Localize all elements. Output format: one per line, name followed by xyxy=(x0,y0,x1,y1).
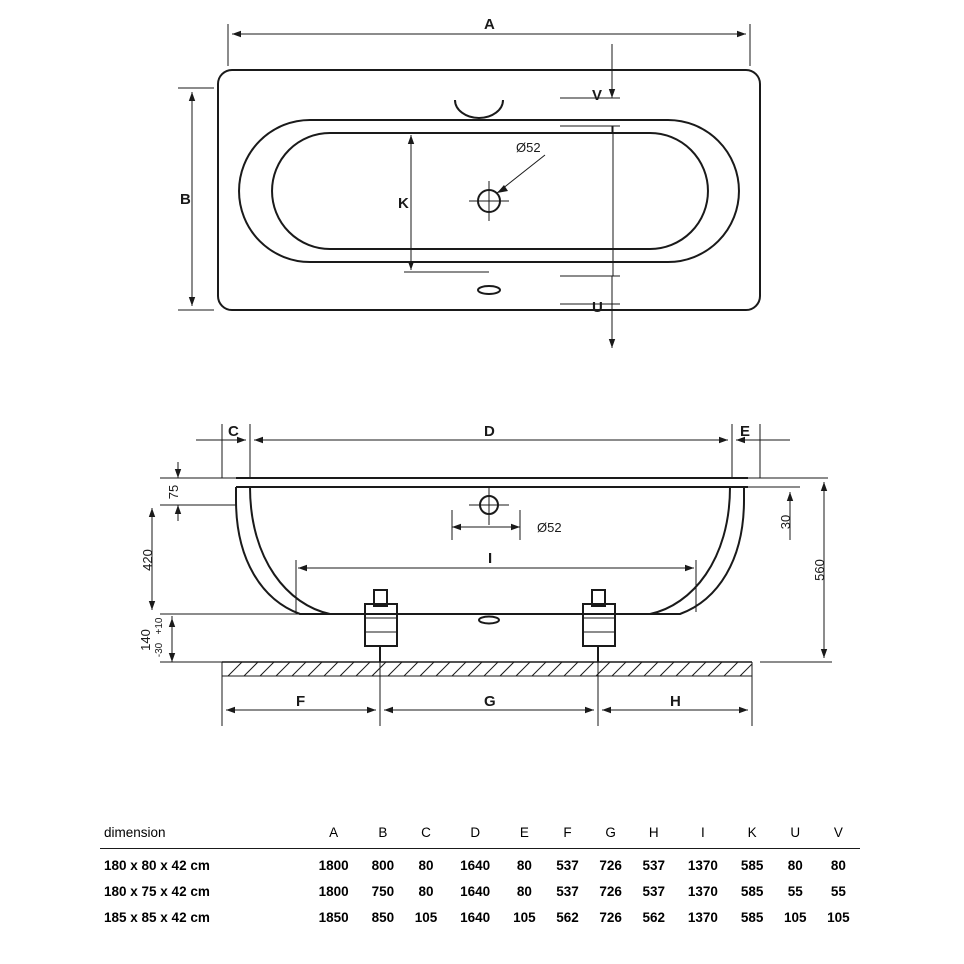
header-e: E xyxy=(503,820,546,849)
cell-d: 1640 xyxy=(460,910,491,925)
dim-value-75: 75 xyxy=(166,484,181,500)
label-v: V xyxy=(592,87,603,104)
dim-140-arrow-t xyxy=(169,618,175,627)
cell-e: 105 xyxy=(513,910,536,925)
support-foot-right xyxy=(583,590,615,662)
row-dimension: 185 x 85 x 42 cm xyxy=(104,910,210,925)
label-f: F xyxy=(296,693,306,710)
header-u: U xyxy=(774,820,817,849)
cell-a: 1850 xyxy=(318,910,349,925)
floor-hatching xyxy=(228,662,752,676)
label-i: I xyxy=(488,550,493,567)
diameter-label-top: Ø52 xyxy=(516,140,541,155)
overflow-outlet-side xyxy=(479,617,499,624)
cell-b: 750 xyxy=(371,884,395,899)
dim-v-arrow xyxy=(609,89,615,98)
dim-b-arrow-top xyxy=(189,92,195,101)
dim-h-arrow-r xyxy=(739,707,748,713)
cell-a: 1800 xyxy=(318,858,349,873)
cell-h: 562 xyxy=(642,910,665,925)
dim-560-arrow-b xyxy=(821,649,827,658)
cell-e: 80 xyxy=(516,884,532,899)
cell-g: 726 xyxy=(599,884,622,899)
dim-value-140: 140 xyxy=(138,629,153,651)
dim-75-arrow-b xyxy=(175,505,181,514)
headrest-arc xyxy=(455,100,503,118)
header-f: F xyxy=(546,820,589,849)
header-k: K xyxy=(731,820,774,849)
label-h: H xyxy=(670,693,681,710)
table-header-row xyxy=(100,820,860,849)
dim-420-arrow-t xyxy=(149,508,155,517)
cell-u: 80 xyxy=(787,858,803,873)
cell-c: 80 xyxy=(418,858,434,873)
cell-f: 562 xyxy=(556,910,579,925)
header-v: V xyxy=(817,820,860,849)
table-row xyxy=(100,901,860,927)
cell-h: 537 xyxy=(642,858,665,873)
header-d: D xyxy=(448,820,503,849)
support-foot-left xyxy=(365,590,397,662)
dim-a-arrow-right xyxy=(737,31,746,37)
dim-g-arrow-r xyxy=(585,707,594,713)
diameter-label-side: Ø52 xyxy=(537,520,562,535)
dim-420-arrow-b xyxy=(149,601,155,610)
label-b: B xyxy=(180,191,191,208)
table-row xyxy=(100,849,860,876)
cell-d: 1640 xyxy=(460,884,491,899)
dim-f-arrow-l xyxy=(226,707,235,713)
cell-h: 537 xyxy=(642,884,665,899)
dim-560-arrow-t xyxy=(821,482,827,491)
label-a: A xyxy=(484,16,495,33)
label-u: U xyxy=(592,299,603,316)
cell-v: 80 xyxy=(830,858,846,873)
table-row xyxy=(100,875,860,901)
cell-g: 726 xyxy=(599,858,622,873)
label-k: K xyxy=(398,195,409,212)
overflow-outlet xyxy=(478,286,500,294)
header-g: G xyxy=(589,820,632,849)
cell-u: 55 xyxy=(787,884,803,899)
cell-u: 105 xyxy=(783,910,807,925)
dim-value-plus10: +10 xyxy=(154,617,165,635)
dim-d-arrow-l xyxy=(254,437,263,443)
dim-k-arrow-top xyxy=(408,135,414,144)
dim-dia-side-arrow-r xyxy=(511,524,520,530)
dim-dia-side-arrow-l xyxy=(452,524,461,530)
dim-k-arrow-bottom xyxy=(408,261,414,270)
label-e: E xyxy=(740,423,751,440)
header-a: A xyxy=(306,820,361,849)
dim-u-arrow xyxy=(609,339,615,348)
label-g: G xyxy=(484,693,496,710)
label-d: D xyxy=(484,423,495,440)
dim-h-arrow-l xyxy=(602,707,611,713)
dim-75-arrow-a xyxy=(175,469,181,478)
cell-f: 537 xyxy=(556,884,579,899)
cell-i: 1370 xyxy=(687,884,718,899)
cell-a: 1800 xyxy=(318,884,349,899)
top-view xyxy=(178,16,760,348)
dim-value-560: 560 xyxy=(812,559,827,581)
cell-v: 55 xyxy=(830,884,846,899)
cell-v: 105 xyxy=(827,910,850,925)
dim-g-arrow-l xyxy=(384,707,393,713)
cell-b: 850 xyxy=(371,910,395,925)
header-c: C xyxy=(404,820,447,849)
cell-k: 585 xyxy=(740,884,764,899)
row-dimension: 180 x 80 x 42 cm xyxy=(104,858,210,873)
dim-a-arrow-left xyxy=(232,31,241,37)
cell-c: 105 xyxy=(414,910,438,925)
dimension-table xyxy=(100,820,860,927)
cell-g: 726 xyxy=(599,910,622,925)
header-i: I xyxy=(675,820,730,849)
cell-i: 1370 xyxy=(687,910,718,925)
label-c: C xyxy=(228,423,239,440)
row-dimension: 180 x 75 x 42 cm xyxy=(104,884,210,899)
dim-30-arrow-a xyxy=(787,492,793,501)
cell-d: 1640 xyxy=(460,858,491,873)
dim-i-arrow-l xyxy=(298,565,307,571)
cell-c: 80 xyxy=(418,884,434,899)
dim-value-30: 30 xyxy=(778,514,793,530)
header-h: H xyxy=(632,820,675,849)
cell-f: 537 xyxy=(556,858,579,873)
dim-value-420: 420 xyxy=(140,549,155,571)
dim-b-arrow-bottom xyxy=(189,297,195,306)
dim-value-minus30: -30 xyxy=(154,642,165,658)
cell-i: 1370 xyxy=(687,858,718,873)
header-dimension: dimension xyxy=(100,820,306,849)
header-b: B xyxy=(361,820,404,849)
cell-k: 585 xyxy=(740,910,764,925)
side-view xyxy=(138,423,832,726)
cell-k: 585 xyxy=(740,858,764,873)
dim-i-arrow-r xyxy=(685,565,694,571)
cell-b: 800 xyxy=(371,858,395,873)
dim-140-arrow-b xyxy=(169,653,175,662)
dim-d-arrow-r xyxy=(719,437,728,443)
cell-e: 80 xyxy=(516,858,532,873)
dim-f-arrow-r xyxy=(367,707,376,713)
